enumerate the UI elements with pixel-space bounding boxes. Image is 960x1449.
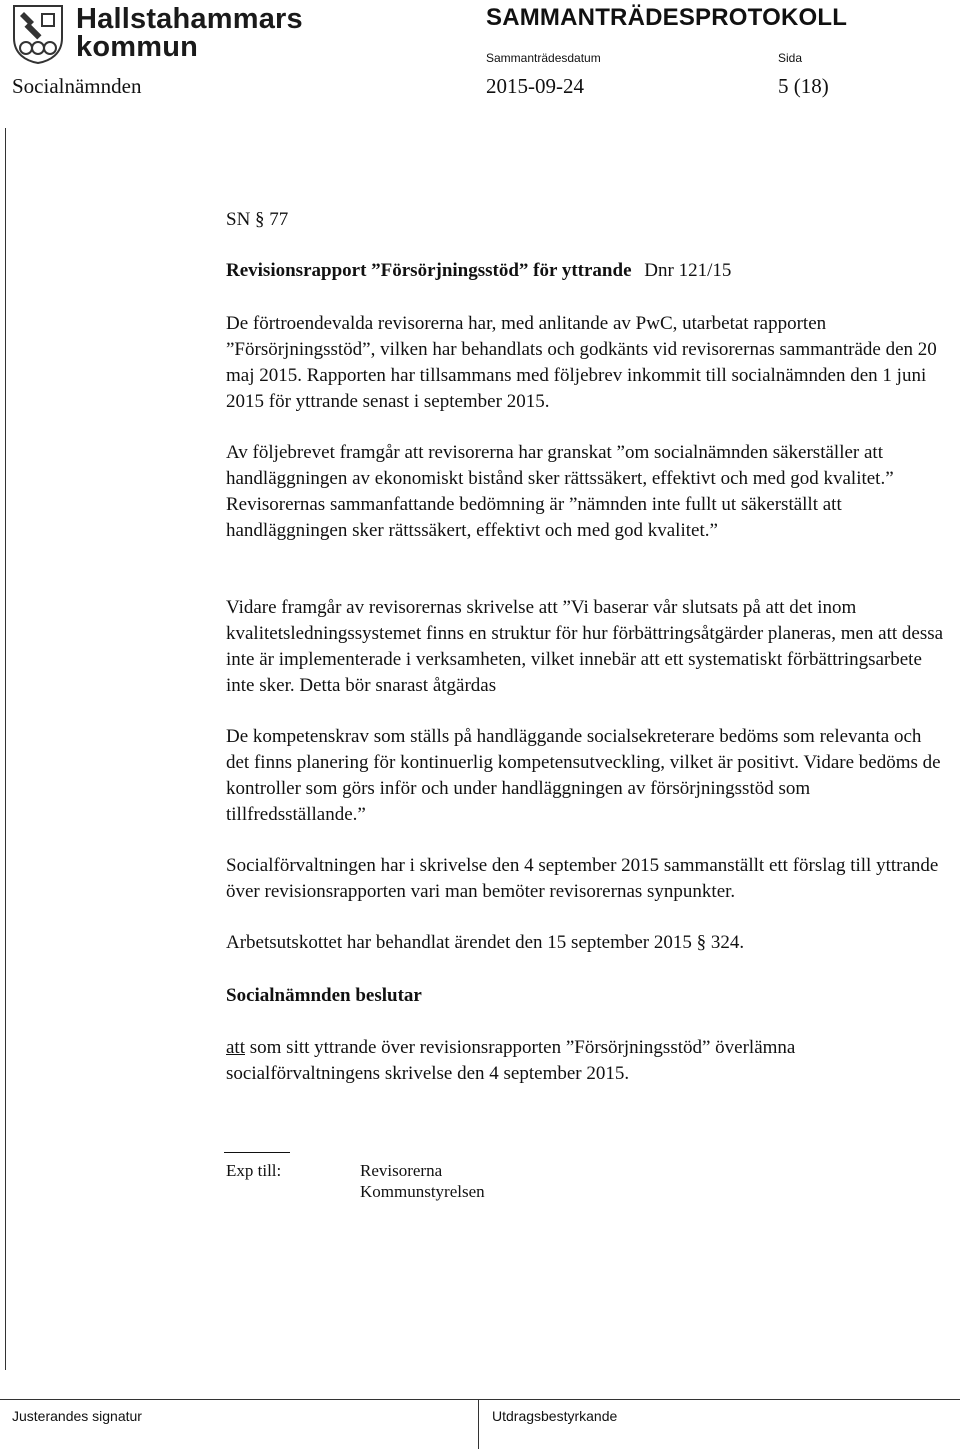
decision-body: som sitt yttrande över revisionsrapporten ”Försörjningsstöd” överlämna socialförvaltningens skrivelse den 4 september 2015. (226, 1037, 796, 1084)
decision-att: att (226, 1037, 245, 1058)
item-title: Revisionsrapport ”Försörjningsstöd” för yttrande (226, 260, 632, 281)
page-number: 5 (18) (778, 74, 829, 98)
meeting-date-label: Sammanträdesdatum (486, 51, 601, 65)
committee-name: Socialnämnden (12, 74, 142, 98)
certification-label: Utdragsbestyrkande (492, 1408, 618, 1424)
item-heading (226, 258, 960, 284)
left-margin-rule (5, 128, 6, 1370)
recipient: Revisorerna (360, 1161, 443, 1180)
meeting-date: 2015-09-24 (486, 74, 584, 98)
paragraph-6: Arbetsutskottet har behandlat ärendet den 15 september 2015 § 324. (226, 932, 745, 953)
signature-label: Justerandes signatur (12, 1408, 142, 1424)
paragraph-4: De kompetenskrav som ställs på handläggande socialsekreterare bedöms som relevanta och det finns planering för kontinuerlig kompetensutveckling, vilket är positivt. Vidare bedöms de kontroller som görs inför och under handläggningen av försörjningsstöd som tillfredsställande.” (226, 726, 941, 825)
section-number: SN § 77 (226, 209, 289, 230)
footer-rule (0, 1399, 960, 1400)
decision-heading: Socialnämnden beslutar (226, 985, 422, 1006)
footer-divider (478, 1399, 479, 1449)
exp-recipients (360, 1160, 485, 1202)
paragraph-2: Av följebrevet framgår att revisorerna har granskat ”om socialnämnden säkerställer att handläggningen av ekonomiskt bistånd sker rättssäkert, effektivt och med god kvalitet.” Revisorernas sammanfattande bedömning är ”nämnden inte fullt ut säkerställt att handläggningen sker rättssäkert, effektivt och med god kvalitet.” (226, 442, 894, 541)
municipal-coat-of-arms-logo (10, 4, 66, 64)
diary-number: Dnr 121/15 (644, 260, 732, 281)
decision-text (226, 1035, 954, 1087)
page-label: Sida (778, 51, 803, 65)
recipient: Kommunstyrelsen (360, 1182, 485, 1201)
org-name-line2: kommun (76, 31, 199, 63)
paragraph-3: Vidare framgår av revisorernas skrivelse att ”Vi baserar vår slutsats på att det inom kvalitetsledningssystemet finns en struktur för hur förbättringsåtgärder planeras, men att dessa inte är implementerade i verksamheten, vilket innebär att ett systematiskt förbättringsarbete inte sker. Detta bör snarast åtgärdas (226, 597, 944, 696)
distribution-rule (224, 1152, 290, 1153)
paragraph-5: Socialförvaltningen har i skrivelse den 4 september 2015 sammanställt ett förslag till yttrande över revisionsrapporten vari man bemöter revisorernas synpunkter. (226, 855, 939, 902)
org-name-line1: Hallstahammars (76, 3, 303, 35)
document-type-title: SAMMANTRÄDESPROTOKOLL (486, 4, 848, 31)
exp-label: Exp till: (226, 1161, 282, 1180)
paragraph-1: De förtroendevalda revisorerna har, med anlitande av PwC, utarbetat rapporten ”Försörjningsstöd”, vilken har behandlats och godkänts vid revisorernas sammanträde den 20 maj 2015. Rapporten har tillsammans med följebrev inkommit till socialnämnden den 1 juni 2015 för yttrande senast i september 2015. (226, 313, 937, 412)
